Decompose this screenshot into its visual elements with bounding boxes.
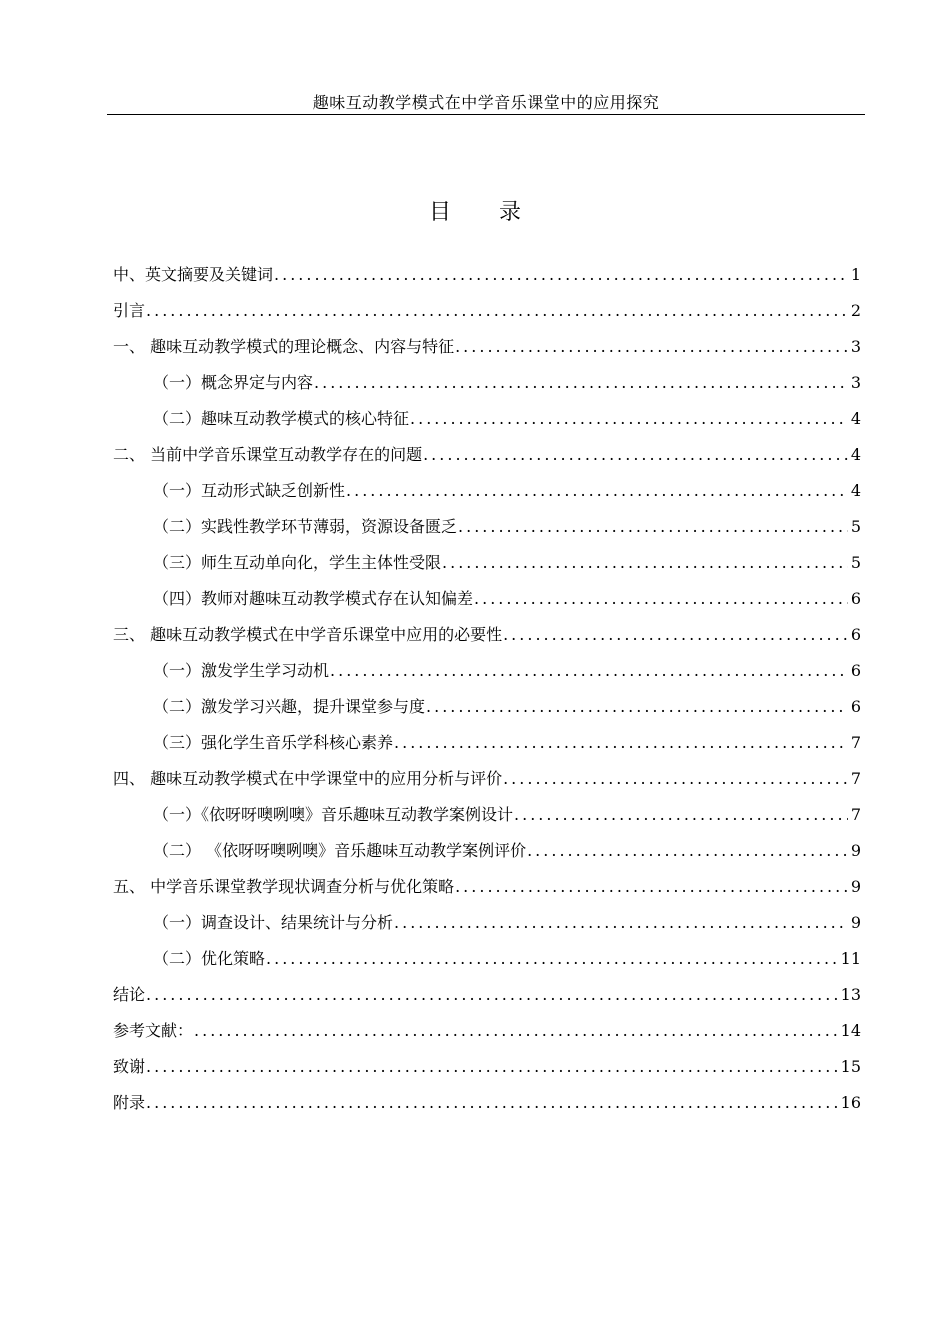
toc-entry-label: 致谢 (113, 1057, 146, 1076)
toc-entry-label: 结论 (113, 985, 146, 1004)
toc-entry[interactable] (113, 802, 861, 838)
toc-entry-page-number: 6 (850, 661, 861, 680)
toc-entry[interactable] (113, 982, 861, 1018)
toc-entry[interactable] (113, 910, 861, 946)
table-of-contents (113, 262, 861, 1126)
toc-entry-label: （三）师生互动单向化，学生主体性受限 (153, 553, 442, 572)
toc-dot-leader (314, 370, 848, 396)
toc-dot-leader (394, 910, 848, 936)
toc-dot-leader (146, 1090, 838, 1116)
toc-entry-page-number: 5 (850, 553, 861, 572)
toc-entry-page-number: 13 (840, 985, 861, 1004)
header-divider (107, 114, 865, 115)
toc-entry-page-number: 3 (850, 337, 861, 356)
toc-entry-page-number: 1 (850, 265, 861, 284)
toc-dot-leader (503, 766, 848, 792)
toc-dot-leader (266, 946, 838, 972)
toc-dot-leader (410, 406, 848, 432)
toc-dot-leader (527, 838, 848, 864)
toc-entry-label: 二、 当前中学音乐课堂互动教学存在的问题 (113, 445, 423, 464)
toc-dot-leader (455, 334, 848, 360)
toc-entry-label: （二）优化策略 (153, 949, 266, 968)
toc-dot-leader (426, 694, 848, 720)
toc-entry-label: （一）《依呀呀噢咧噢》音乐趣味互动教学案例设计 (153, 805, 514, 824)
toc-entry[interactable] (113, 1054, 861, 1090)
toc-entry-label: 参考文献： (113, 1021, 194, 1040)
toc-entry-page-number: 2 (850, 301, 861, 320)
toc-entry-page-number: 3 (850, 373, 861, 392)
toc-entry-label: （二）激发学习兴趣，提升课堂参与度 (153, 697, 426, 716)
toc-entry-label: 附录 (113, 1093, 146, 1112)
toc-entry[interactable] (113, 262, 861, 298)
toc-dot-leader (146, 982, 838, 1008)
toc-entry[interactable] (113, 694, 861, 730)
toc-entry[interactable] (113, 550, 861, 586)
toc-entry[interactable] (113, 1018, 861, 1054)
toc-entry-label: 五、 中学音乐课堂教学现状调查分析与优化策略 (113, 877, 455, 896)
toc-entry[interactable] (113, 442, 861, 478)
toc-entry-page-number: 6 (850, 697, 861, 716)
toc-dot-leader (503, 622, 848, 648)
toc-entry-label: （二）趣味互动教学模式的核心特征 (153, 409, 410, 428)
toc-dot-leader (458, 514, 848, 540)
toc-entry-page-number: 11 (840, 949, 861, 968)
toc-entry[interactable] (113, 334, 861, 370)
toc-entry-page-number: 15 (840, 1057, 861, 1076)
toc-entry[interactable] (113, 730, 861, 766)
toc-entry-label: （一）互动形式缺乏创新性 (153, 481, 346, 500)
toc-entry-page-number: 9 (850, 841, 861, 860)
toc-entry-label: 引言 (113, 301, 146, 320)
toc-entry-label: 三、 趣味互动教学模式在中学音乐课堂中应用的必要性 (113, 625, 503, 644)
toc-entry-label: （一）激发学生学习动机 (153, 661, 330, 680)
toc-entry[interactable] (113, 838, 861, 874)
toc-entry-label: 中、英文摘要及关键词 (113, 265, 274, 284)
toc-dot-leader (274, 262, 848, 288)
toc-entry-page-number: 16 (840, 1093, 861, 1112)
toc-entry-page-number: 7 (850, 733, 861, 752)
toc-dot-leader (146, 298, 848, 324)
toc-entry[interactable] (113, 586, 861, 622)
toc-entry[interactable] (113, 298, 861, 334)
toc-entry-page-number: 6 (850, 625, 861, 644)
toc-entry[interactable] (113, 874, 861, 910)
toc-entry[interactable] (113, 478, 861, 514)
toc-entry-label: （四）教师对趣味互动教学模式存在认知偏差 (153, 589, 474, 608)
toc-entry[interactable] (113, 514, 861, 550)
toc-entry[interactable] (113, 946, 861, 982)
toc-entry-label: （二）实践性教学环节薄弱，资源设备匮乏 (153, 517, 458, 536)
toc-heading (0, 198, 950, 228)
toc-dot-leader (146, 1054, 838, 1080)
toc-entry[interactable] (113, 406, 861, 442)
toc-entry-page-number: 7 (850, 769, 861, 788)
toc-entry[interactable] (113, 370, 861, 406)
toc-heading-char-2: 录 (499, 200, 522, 225)
toc-dot-leader (455, 874, 848, 900)
running-header: 趣味互动教学模式在中学音乐课堂中的应用探究 (312, 93, 660, 112)
toc-dot-leader (474, 586, 848, 612)
toc-dot-leader (423, 442, 848, 468)
toc-entry-page-number: 7 (850, 805, 861, 824)
toc-entry-label: （一）概念界定与内容 (153, 373, 314, 392)
toc-entry-page-number: 4 (850, 481, 861, 500)
toc-entry-label: （二） 《依呀呀噢咧噢》音乐趣味互动教学案例评价 (153, 841, 527, 860)
toc-entry-label: （一）调查设计、结果统计与分析 (153, 913, 394, 932)
toc-dot-leader (394, 730, 848, 756)
toc-dot-leader (330, 658, 848, 684)
toc-entry[interactable] (113, 766, 861, 802)
toc-heading-char-1: 目 (428, 200, 451, 225)
toc-dot-leader (346, 478, 848, 504)
toc-entry-label: 四、 趣味互动教学模式在中学课堂中的应用分析与评价 (113, 769, 503, 788)
toc-entry-page-number: 9 (850, 877, 861, 896)
toc-entry-label: （三）强化学生音乐学科核心素养 (153, 733, 394, 752)
toc-entry[interactable] (113, 658, 861, 694)
toc-dot-leader (442, 550, 848, 576)
toc-dot-leader (514, 802, 848, 828)
toc-entry-page-number: 5 (850, 517, 861, 536)
toc-entry-page-number: 4 (850, 409, 861, 428)
toc-entry-page-number: 9 (850, 913, 861, 932)
toc-entry-label: 一、 趣味互动教学模式的理论概念、内容与特征 (113, 337, 455, 356)
toc-entry-page-number: 14 (840, 1021, 861, 1040)
toc-entry-page-number: 6 (850, 589, 861, 608)
toc-dot-leader (194, 1018, 838, 1044)
toc-entry[interactable] (113, 622, 861, 658)
toc-entry-page-number: 4 (850, 445, 861, 464)
toc-entry[interactable] (113, 1090, 861, 1126)
